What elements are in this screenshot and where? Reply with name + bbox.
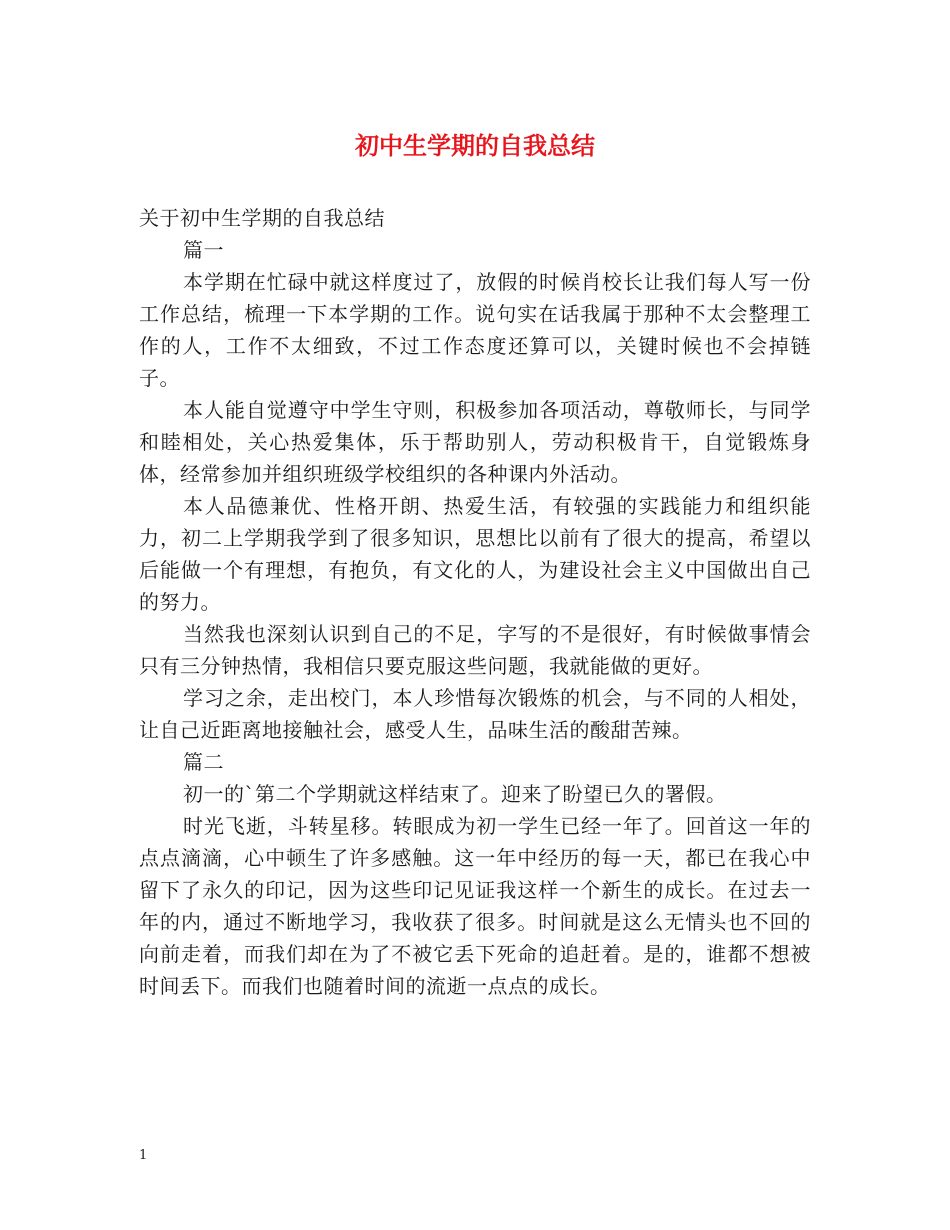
page-number: 1: [139, 1148, 148, 1163]
paragraph: 初一的`第二个学期就这样结束了。迎来了盼望已久的署假。: [183, 782, 727, 806]
section-heading: 篇二: [183, 750, 224, 774]
paragraph: 本学期在忙碌中就这样度过了，放假的时候肖校长让我们每人写一份工作总结，梳理一下本学期的工作。说句实在话我属于那种不太会整理工作的人，工作不太细致，不过工作态度还算可以，关键时候也不会掉链子。: [139, 270, 811, 390]
document-title: 初中生学期的自我总结: [355, 132, 595, 160]
paragraph: 本人能自觉遵守中学生守则，积极参加各项活动，尊敬师长，与同学和睦相处，关心热爱集体，乐于帮助别人，劳动积极肯干，自觉锻炼身体，经常参加并组织班级学校组织的各种课内外活动。: [139, 398, 811, 486]
paragraph: 当然我也深刻认识到自己的不足，字写的不是很好，有时候做事情会只有三分钟热情，我相信只要克服这些问题，我就能做的更好。: [139, 622, 811, 678]
document-subtitle: 关于初中生学期的自我总结: [139, 206, 385, 230]
paragraph: 学习之余，走出校门，本人珍惜每次锻炼的机会，与不同的人相处，让自己近距离地接触社会，感受人生，品味生活的酸甜苦辣。: [139, 686, 811, 742]
section-heading: 篇一: [183, 238, 224, 262]
paragraph: 本人品德兼优、性格开朗、热爱生活，有较强的实践能力和组织能力，初二上学期我学到了很多知识，思想比以前有了很大的提高，希望以后能做一个有理想，有抱负，有文化的人，为建设社会主义中国做出自己的努力。: [139, 494, 811, 614]
document-body: [139, 202, 811, 1002]
paragraph: 时光飞逝，斗转星移。转眼成为初一学生已经一年了。回首这一年的点点滴滴，心中顿生了许多感触。这一年中经历的每一天，都已在我心中留下了永久的印记，因为这些印记见证我这样一个新生的成长。在过去一年的内，通过不断地学习，我收获了很多。时间就是这么无情头也不回的向前走着，而我们却在为了不被它丢下死命的追赶着。是的，谁都不想被时间丢下。而我们也随着时间的流逝一点点的成长。: [139, 814, 811, 998]
